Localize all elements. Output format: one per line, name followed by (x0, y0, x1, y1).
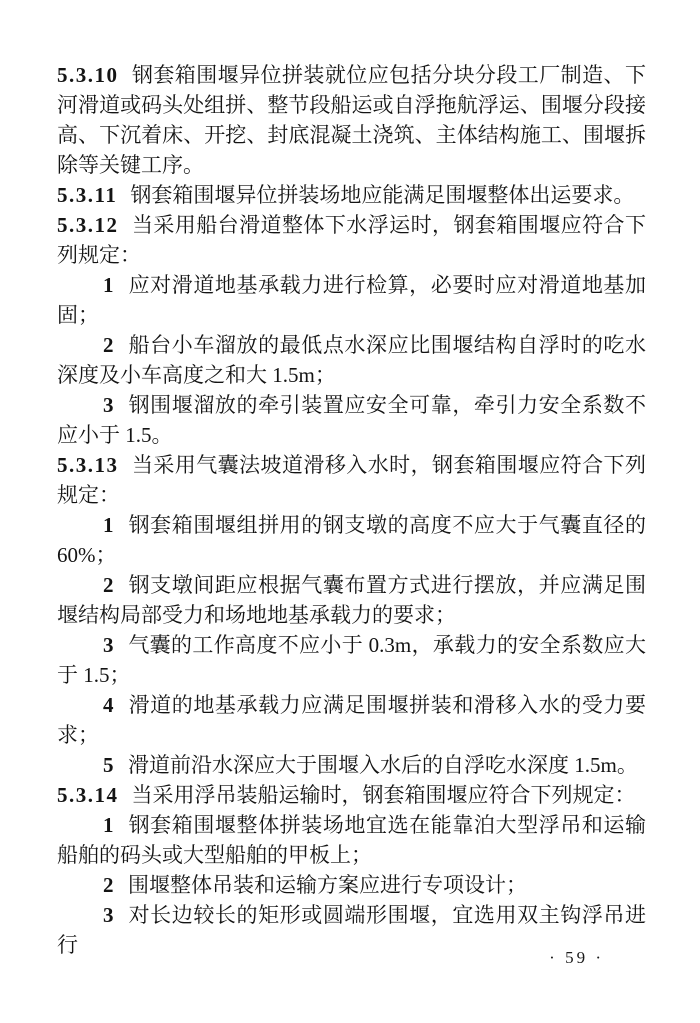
item-text: 气囊的工作高度不应小于 0.3m，承载力的安全系数应大于 1.5； (57, 633, 646, 687)
clause-text: 当采用船台滑道整体下水浮运时，钢套箱围堰应符合下列规定： (57, 213, 646, 267)
clause-number: 5.3.10 (57, 63, 119, 87)
item-text: 钢围堰溜放的牵引装置应安全可靠，牵引力安全系数不应小于 1.5。 (57, 393, 646, 447)
item-number: 2 (103, 573, 115, 597)
clause-paragraph (57, 780, 646, 810)
item-number: 5 (103, 753, 115, 777)
clause-paragraph (57, 180, 646, 210)
sub-item-paragraph (57, 630, 646, 690)
item-number: 3 (103, 903, 115, 927)
item-text: 围堰整体吊装和运输方案应进行专项设计； (128, 873, 527, 897)
item-number: 1 (103, 513, 115, 537)
item-text: 钢套箱围堰整体拼装场地宜选在能靠泊大型浮吊和运输船舶的码头或大型船舶的甲板上； (57, 813, 646, 867)
sub-item-paragraph (57, 750, 646, 780)
item-number: 2 (103, 873, 115, 897)
item-text: 滑道的地基承载力应满足围堰拼装和滑移入水的受力要求； (57, 693, 646, 747)
clause-number: 5.3.14 (57, 783, 119, 807)
sub-item-paragraph (57, 810, 646, 870)
clause-text: 钢套箱围堰异位拼装就位应包括分块分段工厂制造、下河滑道或码头处组拼、整节段船运或自浮拖航浮运、围堰分段接高、下沉着床、开挖、封底混凝土浇筑、主体结构施工、围堰拆除等关键工序。 (57, 63, 646, 177)
page-number (0, 948, 604, 968)
item-number: 1 (103, 273, 115, 297)
page-body-text (57, 60, 646, 960)
item-number: 1 (103, 813, 115, 837)
clause-paragraph (57, 60, 646, 180)
item-text: 船台小车溜放的最低点水深应比围堰结构自浮时的吃水深度及小车高度之和大 1.5m； (57, 333, 646, 387)
clause-text: 当采用气囊法坡道滑移入水时，钢套箱围堰应符合下列规定： (57, 453, 646, 507)
clause-number: 5.3.13 (57, 453, 119, 477)
item-number: 3 (103, 393, 115, 417)
clause-paragraph (57, 450, 646, 510)
sub-item-paragraph (57, 510, 646, 570)
clause-text: 当采用浮吊装船运输时，钢套箱围堰应符合下列规定： (131, 783, 636, 807)
sub-item-paragraph (57, 270, 646, 330)
sub-item-paragraph (57, 330, 646, 390)
clause-number: 5.3.12 (57, 213, 119, 237)
sub-item-paragraph (57, 690, 646, 750)
item-text: 对长边较长的矩形或圆端形围堰，宜选用双主钩浮吊进行 (57, 903, 646, 957)
sub-item-paragraph (57, 570, 646, 630)
item-text: 钢套箱围堰组拼用的钢支墩的高度不应大于气囊直径的 60%； (57, 513, 646, 567)
item-text: 钢支墩间距应根据气囊布置方式进行摆放，并应满足围堰结构局部受力和场地地基承载力的要求； (57, 573, 646, 627)
clause-paragraph (57, 210, 646, 270)
clause-number: 5.3.11 (57, 183, 118, 207)
clause-text: 钢套箱围堰异位拼装场地应能满足围堰整体出运要求。 (130, 183, 635, 207)
sub-item-paragraph (57, 870, 646, 900)
sub-item-paragraph (57, 390, 646, 450)
item-number: 3 (103, 633, 115, 657)
item-number: 4 (103, 693, 115, 717)
page-number-label: · 59 · (549, 948, 604, 967)
item-text: 滑道前沿水深应大于围堰入水后的自浮吃水深度 1.5m。 (128, 753, 638, 777)
item-number: 2 (103, 333, 115, 357)
item-text: 应对滑道地基承载力进行检算，必要时应对滑道地基加固； (57, 273, 646, 327)
